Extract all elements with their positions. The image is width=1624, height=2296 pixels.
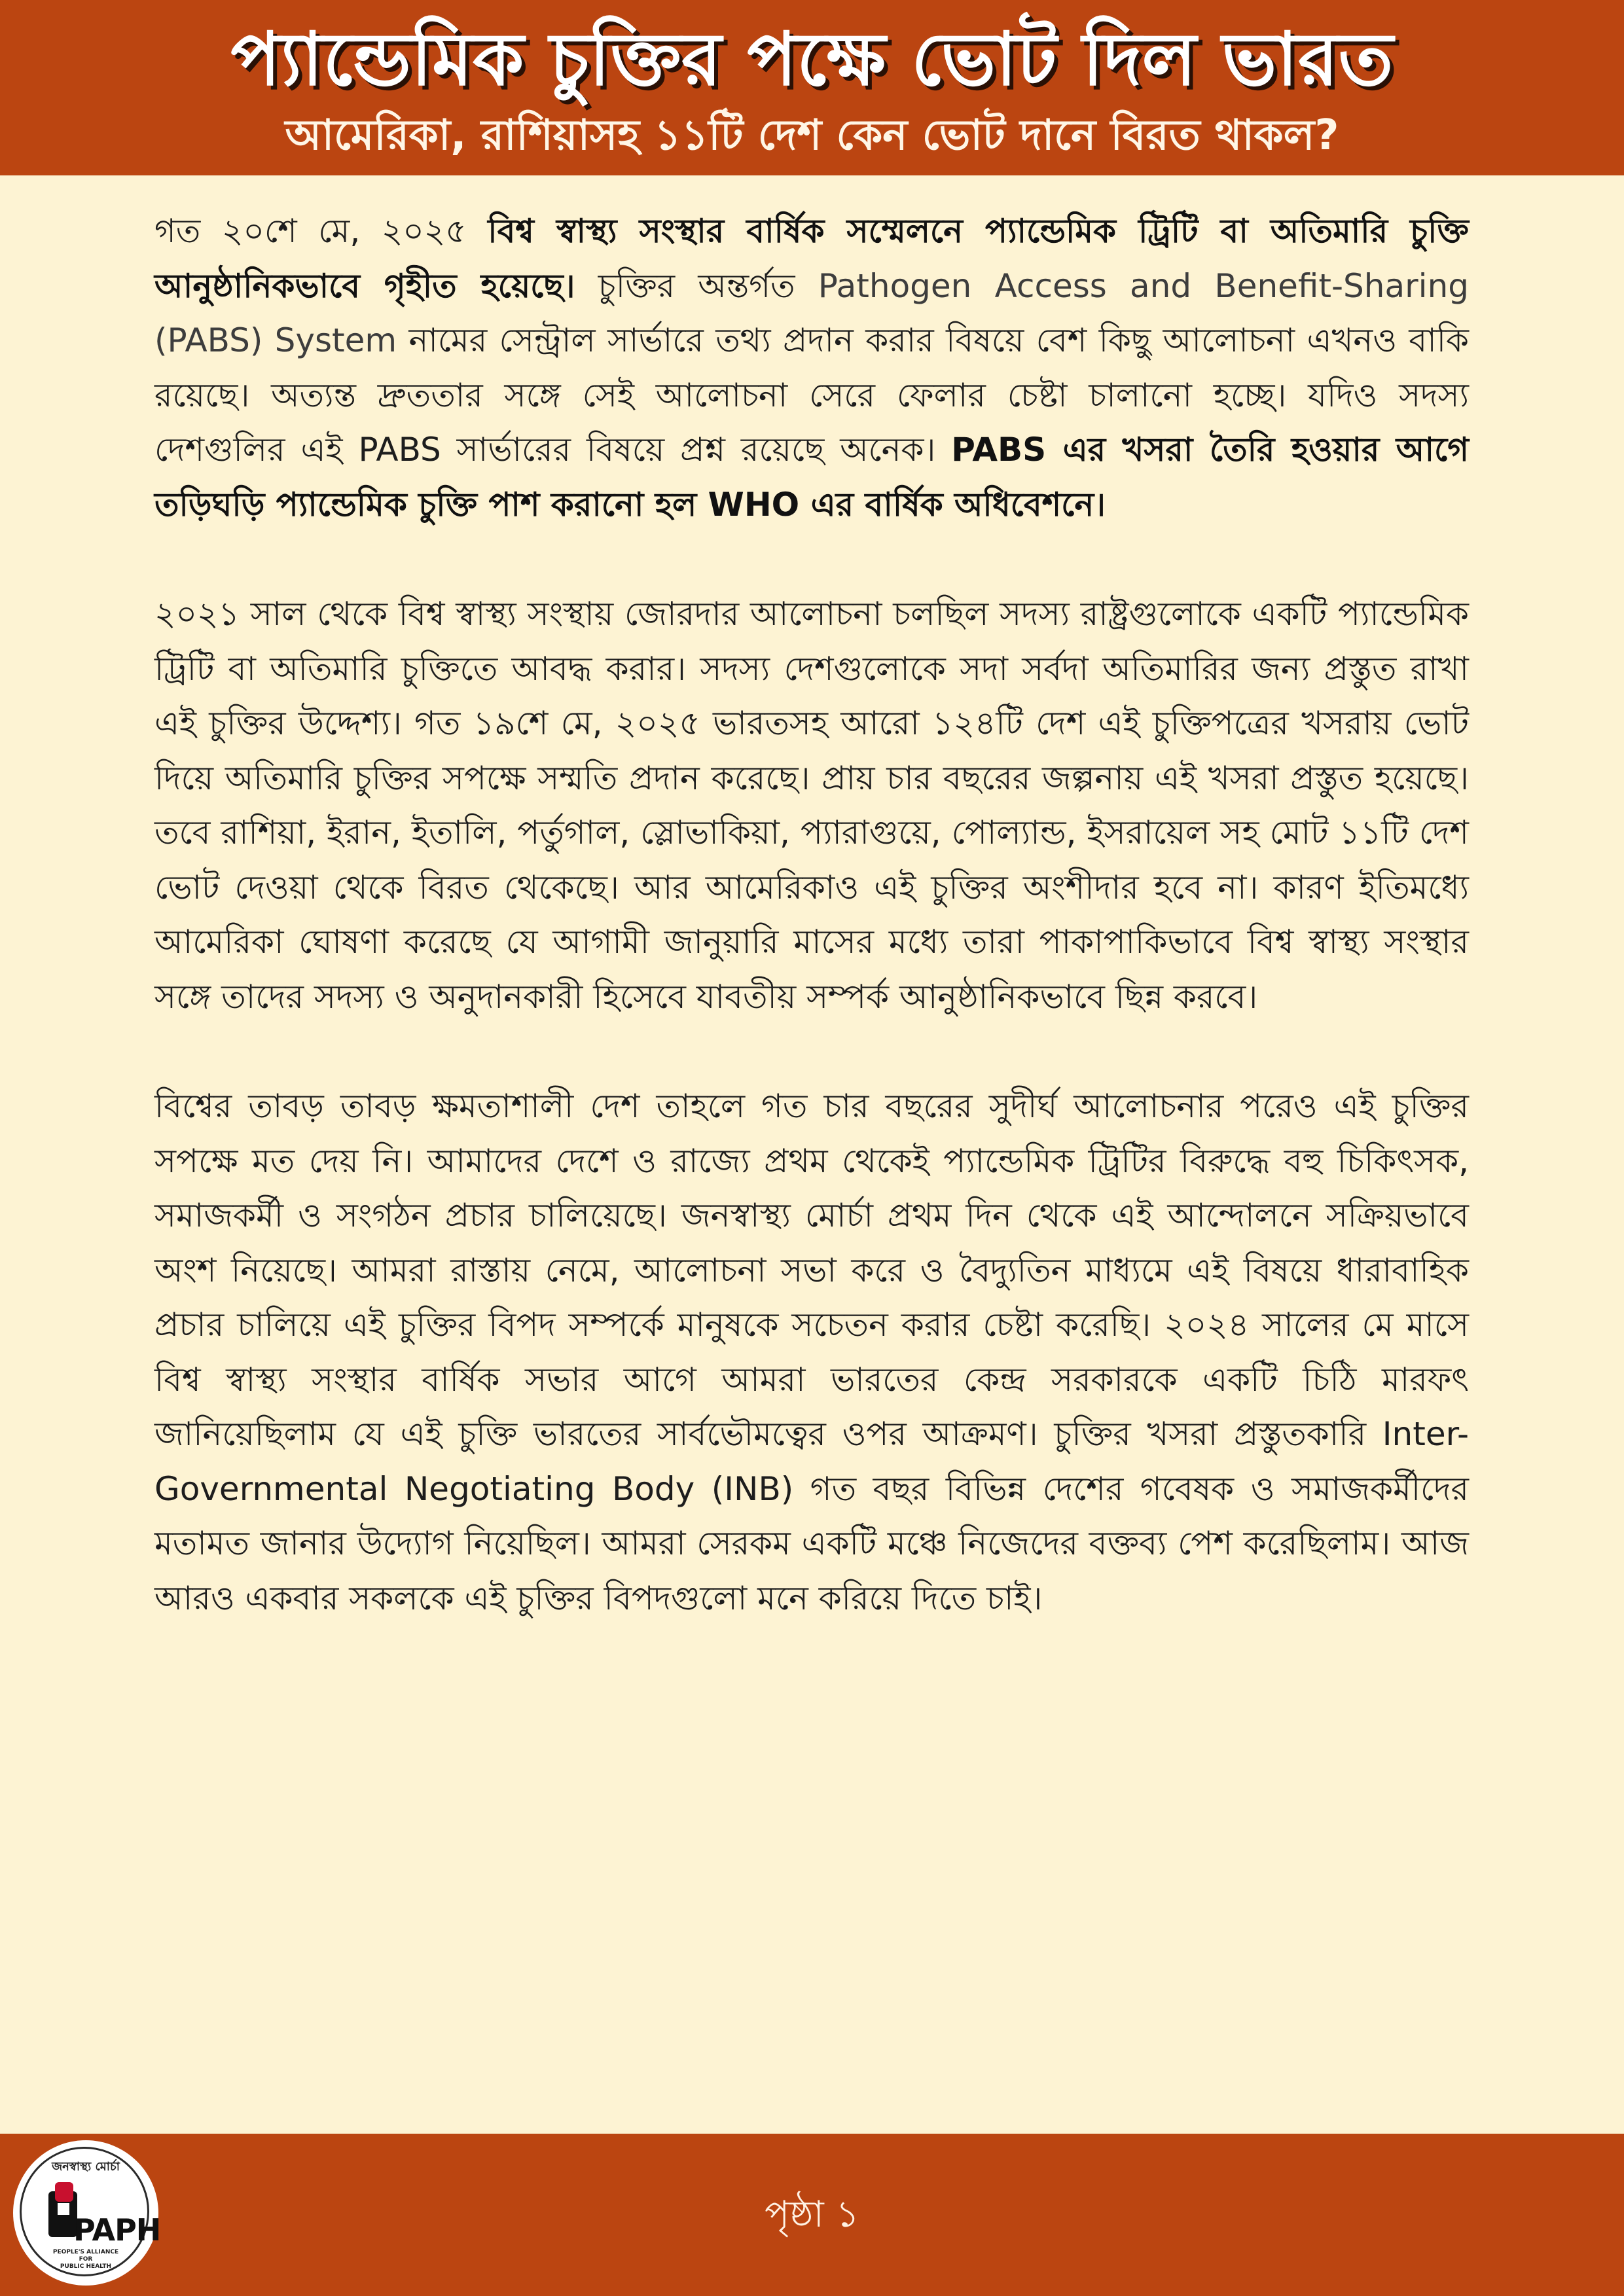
page-title: প্যান্ডেমিক চুক্তির পক্ষে ভোট দিল ভারত xyxy=(230,17,1394,102)
footer-banner xyxy=(0,2134,1624,2296)
p1-highlight: বিশ্ব স্বাস্থ্য সংস্থার বার্ষিক সম্মেলনে প্যান্ডেমিক ট্রিটি বা অতিমারি চুক্তি আনুষ্ঠানিকভাবে গৃহীত হয়েছে। xyxy=(154,212,1469,305)
logo-letters: PAPH xyxy=(73,2212,161,2248)
paragraph-2: ২০২১ সাল থেকে বিশ্ব স্বাস্থ্য সংস্থায় জোরদার আলোচনা চলছিল সদস্য রাষ্ট্রগুলোকে একটি প্যান্ডেমিক ট্রিটি বা অতিমারি চুক্তিতে আবদ্ধ করার। সদস্য দেশগুলোকে সদা সর্বদা অতিমারির জন্য প্রস্তুত রাখা এই চুক্তির উদ্দেশ্য। গত ১৯শে মে, ২০২৫ ভারতসহ আরো ১২৪টি দেশ এই চুক্তিপত্রের খসরায় ভোট দিয়ে অতিমারি চুক্তির সপক্ষে সম্মতি প্রদান করেছে। প্রায় চার বছরের জল্পনায় এই খসরা প্রস্তুত হয়েছে। তবে রাশিয়া, ইরান, ইতালি, পর্তুগাল, স্লোভাকিয়া, প্যারাগুয়ে, পোল্যান্ড, ইসরায়েল সহ মোট ১১টি দেশ ভোট দেওয়া থেকে বিরত থেকেছে। আর আমেরিকাও এই চুক্তির অংশীদার হবে না। কারণ ইতিমধ্যে আমেরিকা ঘোষণা করেছে যে আগামী জানুয়ারি মাসের মধ্যে তারা পাকাপাকিভাবে বিশ্ব স্বাস্থ্য সংস্থার সঙ্গে তাদের সদস্য ও অনুদানকারী হিসেবে যাবতীয় সম্পর্ক আনুষ্ঠানিকভাবে ছিন্ন করবে। xyxy=(154,595,1469,1016)
logo-caption xyxy=(13,2249,158,2270)
paragraph-3: বিশ্বের তাবড় তাবড় ক্ষমতাশালী দেশ তাহলে গত চার বছরের সুদীর্ঘ আলোচনার পরেও এই চুক্তির সপক্ষে মত দেয় নি। আমাদের দেশে ও রাজ্যে প্রথম থেকেই প্যান্ডেমিক ট্রিটির বিরুদ্ধে বহু চিকিৎসক, সমাজকর্মী ও সংগঠন প্রচার চালিয়েছে। জনস্বাস্থ্য মোর্চা প্রথম দিন থেকে এই আন্দোলনে সক্রিয়ভাবে অংশ নিয়েছে। আমরা রাস্তায় নেমে, আলোচনা সভা করে ও বৈদ্যুতিন মাধ্যমে এই বিষয়ে ধারাবাহিক প্রচার চালিয়ে এই চুক্তির বিপদ সম্পর্কে মানুষকে সচেতন করার চেষ্টা করেছি। ২০২৪ সালের মে মাসে বিশ্ব স্বাস্থ্য সংস্থার বার্ষিক সভার আগে আমরা ভারতের কেন্দ্র সরকারকে একটি চিঠি মারফৎ জানিয়েছিলাম যে এই চুক্তি ভারতের সার্বভৌমত্বের ওপর আক্রমণ। চুক্তির খসরা প্রস্তুতকারি Inter-Governmental Negotiating Body (INB) গত বছর বিভিন্ন দেশের গবেষক ও সমাজকর্মীদের মতামত জানার উদ্যোগ নিয়েছিল। আমরা সেরকম একটি মঞ্চে নিজেদের বক্তব্য পেশ করেছিলাম। আজ আরও একবার সকলকে এই চুক্তির বিপদগুলো মনে করিয়ে দিতে চাই। xyxy=(154,1087,1469,1617)
article-body xyxy=(154,204,1469,1681)
page-subtitle: আমেরিকা, রাশিয়াসহ ১১টি দেশ কেন ভোট দানে বিরত থাকল? xyxy=(285,111,1339,160)
header-banner xyxy=(0,0,1624,175)
p1-body: নামের সেন্ট্রাল সার্ভারে তথ্য প্রদান করার বিষয়ে বেশ কিছু আলোচনা এখনও বাকি রয়েছে। অত্যন্ত দ্রুততার সঙ্গে সেই আলোচনা সেরে ফেলার চেষ্টা চালানো হচ্ছে। যদিও সদস্য দেশগুলির এই PABS সার্ভারের বিষয়ে প্রশ্ন রয়েছে অনেক। xyxy=(154,321,1469,469)
logo-caption-line2: FOR xyxy=(79,2256,93,2263)
paragraph-1 xyxy=(154,204,1469,532)
p1-continue: চুক্তির অন্তর্গত xyxy=(575,266,818,305)
logo-top-text: জনস্বাস্থ্য মোর্চা xyxy=(52,2160,120,2174)
p1-pabs-name: Pathogen Access and Benefit-Sharing (PABS) System xyxy=(154,266,1469,359)
logo-caption-line3: PUBLIC HEALTH xyxy=(60,2263,112,2270)
p1-conclusion: PABS এর খসরা তৈরি হওয়ার আগে তড়িঘড়ি প্যান্ডেমিক চুক্তি পাশ করানো হল WHO এর বার্ষিক অধিবেশনে। xyxy=(154,431,1469,524)
page-number: পৃষ্ঠা ১ xyxy=(765,2193,859,2236)
p1-intro: গত ২০শে মে, ২০২৫ xyxy=(154,212,488,250)
logo-caption-line1: PEOPLE'S ALLIANCE xyxy=(52,2249,119,2255)
